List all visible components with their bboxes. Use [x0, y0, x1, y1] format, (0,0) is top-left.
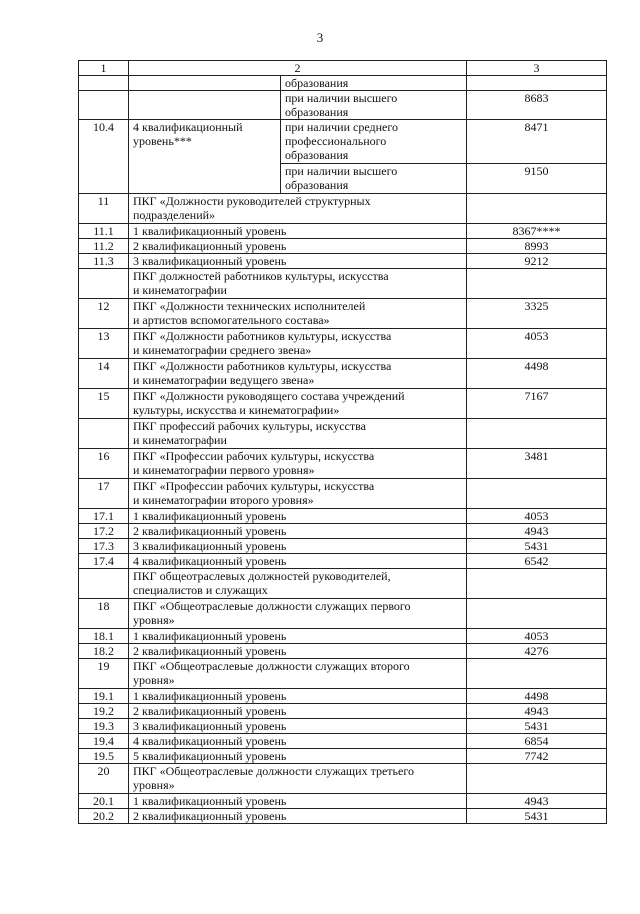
salary-value-cell [467, 569, 607, 599]
salary-value-cell: 8993 [467, 239, 607, 254]
table-row [79, 569, 607, 599]
salary-value-cell: 3325 [467, 299, 607, 329]
salary-value-cell: 7742 [467, 749, 607, 764]
table-row [79, 689, 607, 704]
salary-value-cell: 5431 [467, 719, 607, 734]
table-row [79, 269, 607, 299]
row-label-cell: ПКГ «Должности руководителей структурных подразделений» [129, 194, 467, 224]
row-label-cell: ПКГ должностей работников культуры, искусства и кинематографии [129, 269, 467, 299]
row-label-cell: 3 квалификационный уровень [129, 719, 467, 734]
table-row [79, 554, 607, 569]
row-label-cell: 2 квалификационный уровень [129, 704, 467, 719]
row-number-cell [79, 76, 129, 91]
row-label-cell: ПКГ «Должности технических исполнителей и артистов вспомогательного состава» [129, 299, 467, 329]
row-label-cell: 5 квалификационный уровень [129, 749, 467, 764]
table-row [79, 794, 607, 809]
row-label-cell: ПКГ общеотраслевых должностей руководителей, специалистов и служащих [129, 569, 467, 599]
salary-value-cell: 4498 [467, 689, 607, 704]
row-number-cell: 17 [79, 479, 129, 509]
row-number-cell: 20.1 [79, 794, 129, 809]
row-number-cell: 13 [79, 329, 129, 359]
row-label-cell: 3 квалификационный уровень [129, 254, 467, 269]
row-label-cell: ПКГ «Должности руководящего состава учреждений культуры, искусства и кинематографии» [129, 389, 467, 419]
table-row [79, 719, 607, 734]
table-row [79, 91, 607, 120]
table-row [79, 419, 607, 449]
row-label-cell: 2 квалификационный уровень [129, 239, 467, 254]
row-number-cell: 19.4 [79, 734, 129, 749]
salary-value-cell: 8471 [467, 120, 607, 164]
row-label-cell: 1 квалификационный уровень [129, 509, 467, 524]
salary-value-cell: 4943 [467, 794, 607, 809]
row-number-cell: 17.2 [79, 524, 129, 539]
table-row [79, 644, 607, 659]
salary-value-cell: 4943 [467, 704, 607, 719]
row-number-cell: 18 [79, 599, 129, 629]
table-row [79, 749, 607, 764]
row-number-cell: 16 [79, 449, 129, 479]
table-row [79, 479, 607, 509]
row-number-cell: 18.2 [79, 644, 129, 659]
row-number-cell: 14 [79, 359, 129, 389]
salary-value-cell: 4053 [467, 629, 607, 644]
salary-value-cell: 9150 [467, 164, 607, 194]
row-number-cell: 19.3 [79, 719, 129, 734]
education-cell: при наличии среднего профессионального образования [281, 120, 467, 164]
page-number: 3 [316, 30, 324, 45]
row-label-cell: 4 квалификационный уровень*** [129, 120, 281, 194]
salary-value-cell: 3481 [467, 449, 607, 479]
table-row [79, 509, 607, 524]
salary-value-cell: 7167 [467, 389, 607, 419]
row-label-cell: ПКГ «Общеотраслевые должности служащих второго уровня» [129, 659, 467, 689]
row-label-cell: 1 квалификационный уровень [129, 629, 467, 644]
row-number-cell [79, 419, 129, 449]
table-row [79, 299, 607, 329]
row-label-cell: ПКГ профессий рабочих культуры, искусства и кинематографии [129, 419, 467, 449]
table-row [79, 120, 607, 164]
row-number-cell: 19 [79, 659, 129, 689]
row-number-cell [79, 269, 129, 299]
column-header-2: 2 [129, 61, 467, 76]
salary-value-cell [467, 659, 607, 689]
salary-value-cell: 4498 [467, 359, 607, 389]
row-number-cell: 19.5 [79, 749, 129, 764]
salary-value-cell: 4053 [467, 329, 607, 359]
row-number-cell: 11 [79, 194, 129, 224]
table-row [79, 329, 607, 359]
row-number-cell: 20 [79, 764, 129, 794]
row-number-cell: 20.2 [79, 809, 129, 824]
row-number-cell: 11.3 [79, 254, 129, 269]
table-row [79, 239, 607, 254]
salary-value-cell: 6854 [467, 734, 607, 749]
table-row [79, 764, 607, 794]
salary-value-cell [467, 269, 607, 299]
row-label-cell: 1 квалификационный уровень [129, 224, 467, 239]
row-number-cell: 17.1 [79, 509, 129, 524]
salary-value-cell: 4943 [467, 524, 607, 539]
column-header-3: 3 [467, 61, 607, 76]
salary-value-cell [467, 194, 607, 224]
salary-value-cell [467, 479, 607, 509]
salary-value-cell: 9212 [467, 254, 607, 269]
column-header-1: 1 [79, 61, 129, 76]
row-number-cell: 12 [79, 299, 129, 329]
row-number-cell: 15 [79, 389, 129, 419]
table-row [79, 254, 607, 269]
row-number-cell [79, 91, 129, 120]
row-number-cell [79, 569, 129, 599]
row-number-cell: 17.3 [79, 539, 129, 554]
salary-value-cell: 4276 [467, 644, 607, 659]
table-row [79, 194, 607, 224]
salary-value-cell [467, 76, 607, 91]
row-label-cell: 4 квалификационный уровень [129, 734, 467, 749]
salary-value-cell: 6542 [467, 554, 607, 569]
table-row [79, 76, 607, 91]
row-number-cell: 11.1 [79, 224, 129, 239]
education-cell: образования [281, 76, 467, 91]
row-label-cell: ПКГ «Профессии рабочих культуры, искусства и кинематографии первого уровня» [129, 449, 467, 479]
row-label-cell: ПКГ «Общеотраслевые должности служащих третьего уровня» [129, 764, 467, 794]
row-label-cell: ПКГ «Профессии рабочих культуры, искусства и кинематографии второго уровня» [129, 479, 467, 509]
row-label-cell: ПКГ «Должности работников культуры, искусства и кинематографии среднего звена» [129, 329, 467, 359]
row-label-cell: 2 квалификационный уровень [129, 809, 467, 824]
table-row [79, 224, 607, 239]
row-label-cell [129, 76, 281, 91]
table-header-row [79, 61, 607, 76]
table-row [79, 599, 607, 629]
table-row [79, 734, 607, 749]
row-label-cell: 1 квалификационный уровень [129, 794, 467, 809]
row-number-cell: 10.4 [79, 120, 129, 194]
row-number-cell: 17.4 [79, 554, 129, 569]
table-row [79, 809, 607, 824]
salary-value-cell: 8683 [467, 91, 607, 120]
salary-value-cell [467, 764, 607, 794]
salary-value-cell: 8367**** [467, 224, 607, 239]
row-label-cell: ПКГ «Должности работников культуры, искусства и кинематографии ведущего звена» [129, 359, 467, 389]
row-number-cell: 19.2 [79, 704, 129, 719]
education-cell: при наличии высшего образования [281, 164, 467, 194]
row-number-cell: 18.1 [79, 629, 129, 644]
salary-value-cell [467, 599, 607, 629]
row-label-cell: 2 квалификационный уровень [129, 524, 467, 539]
row-label-cell: 3 квалификационный уровень [129, 539, 467, 554]
salary-value-cell: 5431 [467, 539, 607, 554]
row-label-cell [129, 91, 281, 120]
table-row [79, 539, 607, 554]
row-label-cell: ПКГ «Общеотраслевые должности служащих первого уровня» [129, 599, 467, 629]
salary-value-cell: 5431 [467, 809, 607, 824]
table-row [79, 629, 607, 644]
salary-value-cell: 4053 [467, 509, 607, 524]
table-row [79, 389, 607, 419]
table-row [79, 704, 607, 719]
table-row [79, 449, 607, 479]
row-number-cell: 11.2 [79, 239, 129, 254]
salary-value-cell [467, 419, 607, 449]
row-label-cell: 2 квалификационный уровень [129, 644, 467, 659]
row-label-cell: 4 квалификационный уровень [129, 554, 467, 569]
salary-table [78, 60, 607, 824]
row-number-cell: 19.1 [79, 689, 129, 704]
table-row [79, 359, 607, 389]
table-row [79, 524, 607, 539]
row-label-cell: 1 квалификационный уровень [129, 689, 467, 704]
table-row [79, 659, 607, 689]
education-cell: при наличии высшего образования [281, 91, 467, 120]
